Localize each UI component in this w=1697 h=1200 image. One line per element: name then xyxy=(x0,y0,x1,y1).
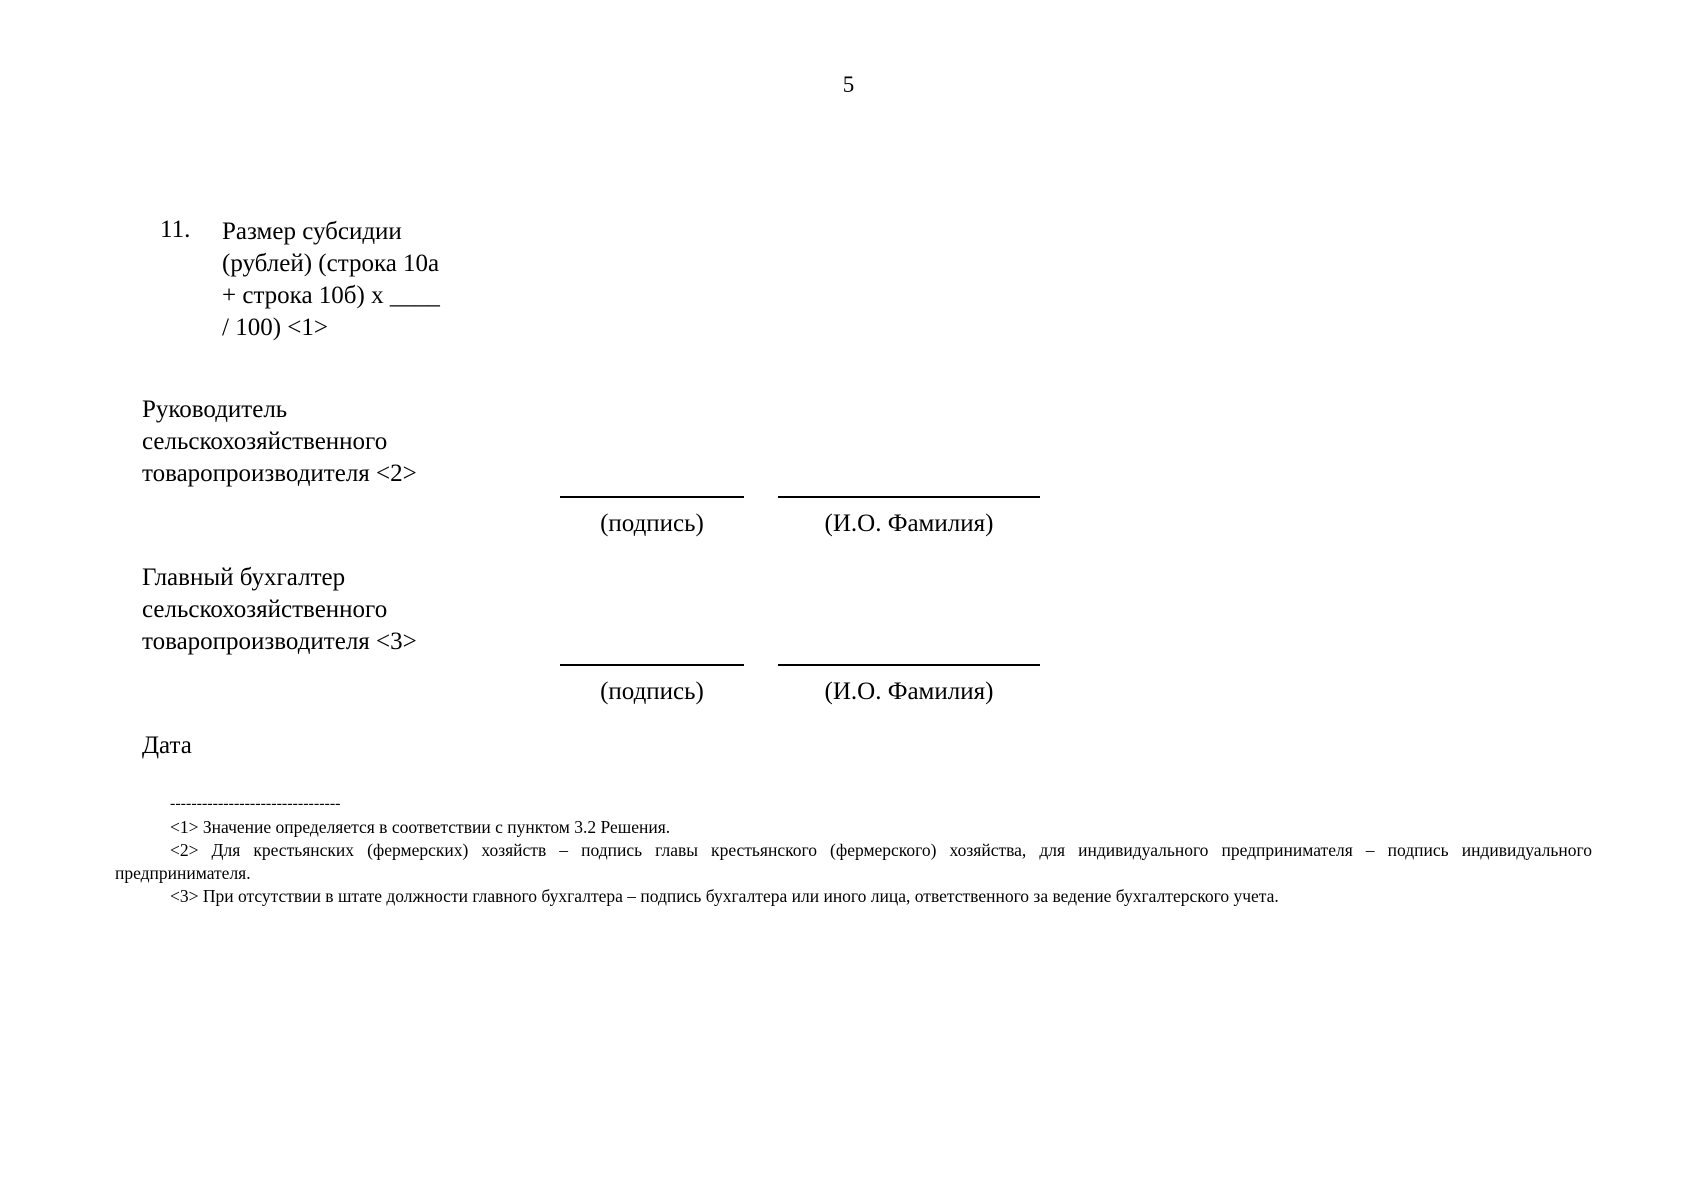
head-signature-caption: (подпись) xyxy=(600,510,704,537)
accountant-signature-caption: (подпись) xyxy=(600,678,704,705)
footnote-separator: -------------------------------- xyxy=(170,795,341,812)
accountant-signatory-label: Главный бухгалтер сельскохозяйственного товаропроизводителя <3> xyxy=(142,564,417,655)
head-signatory-label: Руководитель сельскохозяйственного товаропроизводителя <2> xyxy=(142,396,417,487)
accountant-name-caption: (И.О. Фамилия) xyxy=(824,678,994,705)
footnote-2: <2> Для крестьянских (фермерских) хозяйств – подпись главы крестьянского (фермерского) хозяйства, для индивидуального предпринимателя – подпись индивидуального предпринимателя. xyxy=(115,840,1592,883)
item-number: 11. xyxy=(160,216,191,243)
head-name-line xyxy=(778,496,1040,498)
accountant-name-line xyxy=(778,664,1040,666)
footnote-3: <3> При отсутствии в штате должности главного бухгалтера – подпись бухгалтера или иного лица, ответственного за ведение бухгалтерского учета. xyxy=(170,886,1279,906)
footnotes xyxy=(115,816,1592,908)
head-name-caption: (И.О. Фамилия) xyxy=(824,510,994,537)
item-text: Размер субсидии (рублей) (строка 10а + строка 10б) х ____ / 100) <1> xyxy=(222,218,440,341)
date-label: Дата xyxy=(142,732,192,759)
page-number: 5 xyxy=(842,72,855,97)
accountant-signature-line xyxy=(560,664,744,666)
footnote-1: <1> Значение определяется в соответствии с пунктом 3.2 Решения. xyxy=(170,817,671,837)
head-signature-line xyxy=(560,496,744,498)
